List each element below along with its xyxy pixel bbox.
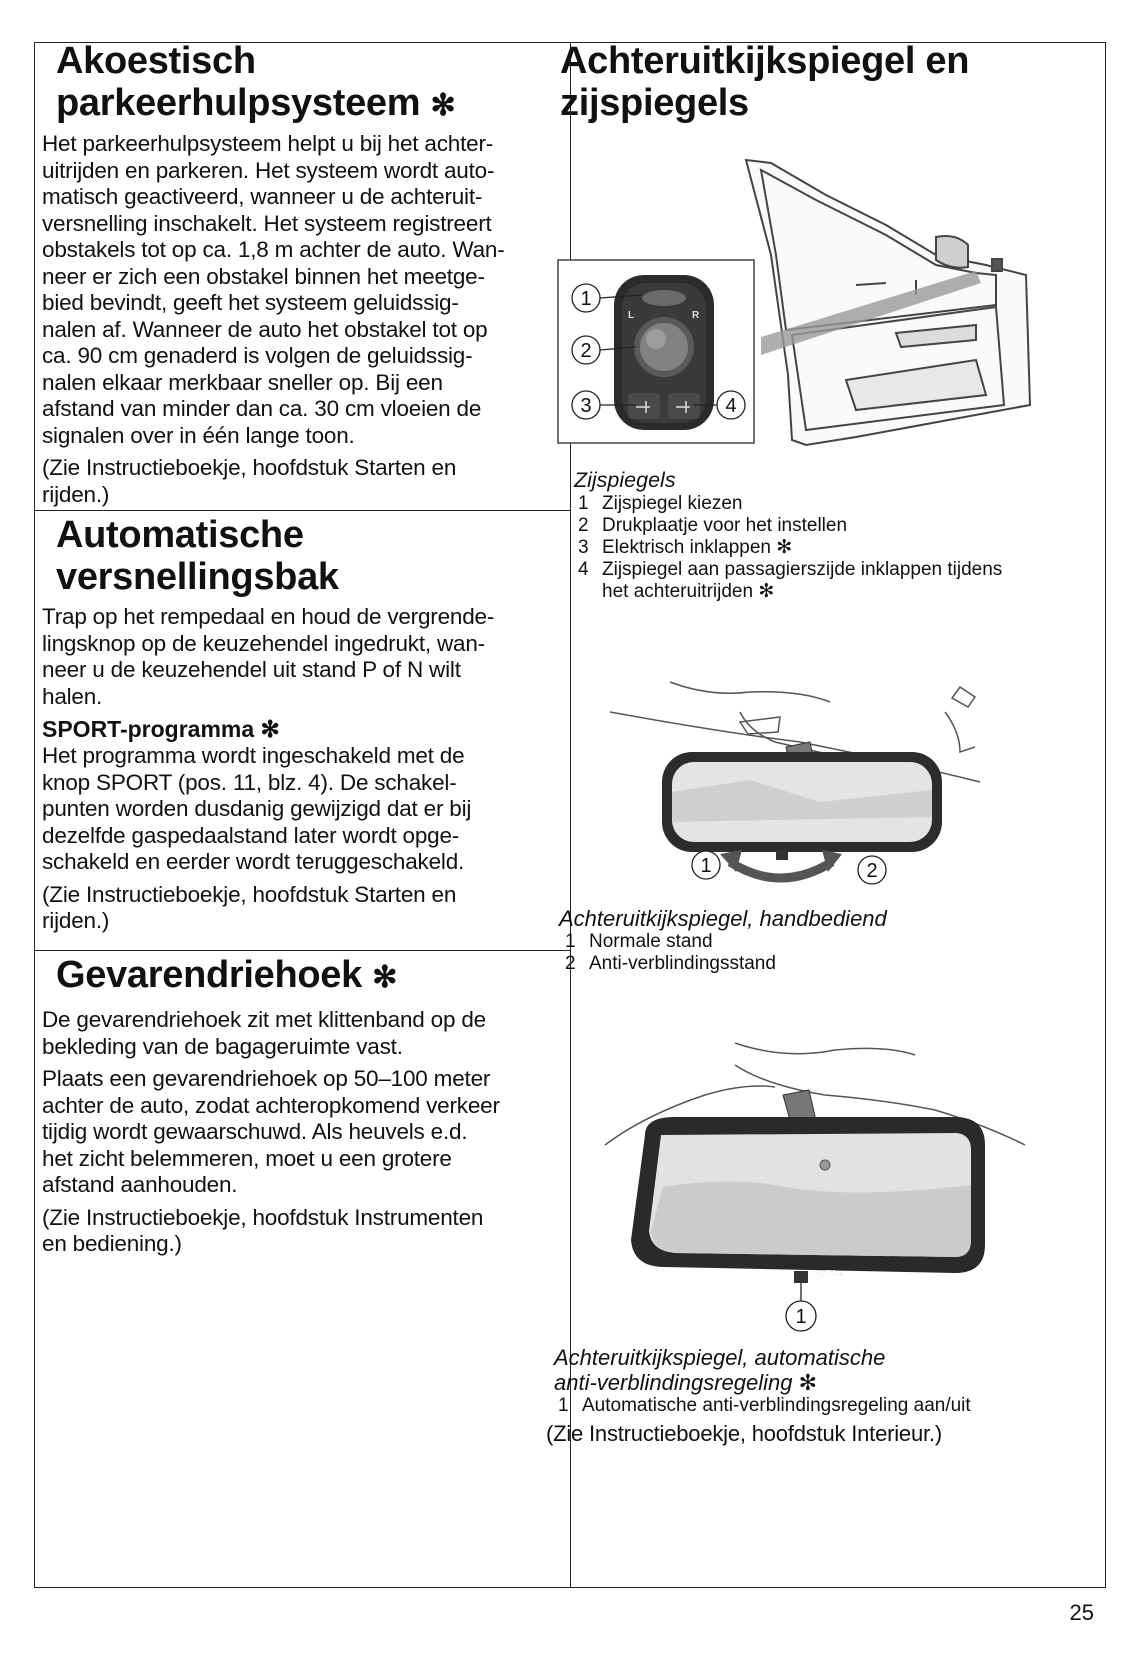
legend-text: Normale stand	[589, 931, 713, 952]
auto-dimming-mirror-figure	[585, 1035, 1045, 1340]
callout-number: 2	[580, 340, 592, 362]
section-title	[42, 954, 562, 999]
text-line: (Zie Instructieboekje, hoofdstuk Instrumenten	[42, 1204, 484, 1230]
text-line: neer er zich een obstakel binnen het meetge-	[42, 263, 485, 289]
paragraph	[42, 882, 562, 935]
text-line: (Zie Instructieboekje, hoofdstuk Starten en	[42, 881, 457, 907]
text-line: bied bevindt, geeft het systeem geluidssig-	[42, 290, 459, 315]
text-line: Het parkeerhulpsysteem helpt u bij het achter-	[42, 131, 494, 156]
title-line: zijspiegels	[560, 82, 749, 124]
manual-mirror-figure	[600, 672, 1040, 894]
text-line: matisch geactiveerd, wanneer u de achteruit-	[42, 184, 483, 209]
callout-number: 4	[725, 395, 737, 417]
side-mirror-figure	[556, 155, 1036, 455]
legend-item	[574, 537, 1094, 559]
title-line: versnellingsbak	[56, 556, 339, 598]
text-line: bekleding van de bagageruimte vast.	[42, 1033, 403, 1059]
title-line: parkeerhulpsysteem	[56, 82, 421, 124]
optional-star-icon: ✻	[372, 961, 398, 994]
text-line: ca. 90 cm genaderd is volgen de geluidssig-	[42, 343, 473, 368]
section-body	[42, 131, 562, 508]
legend-item	[574, 581, 1094, 603]
text-line: het zicht belemmeren, moet u een grotere	[42, 1145, 452, 1171]
caption-line: anti-verblindingsregeling	[554, 1370, 793, 1395]
subsection-title	[42, 716, 562, 743]
section-parking-aid	[42, 40, 562, 514]
legend-item	[561, 953, 1079, 975]
figure-caption	[554, 1345, 1084, 1395]
legend-item	[574, 515, 1094, 537]
paragraph	[42, 131, 562, 449]
text-line: Plaats een gevarendriehoek op 50–100 meter	[42, 1066, 491, 1091]
callout-number: 1	[580, 288, 592, 310]
text-line: Het programma wordt ingeschakeld met de	[42, 743, 465, 768]
legend-number: 2	[578, 515, 589, 536]
text-line: punten worden dusdanig gewijzigd dat er bij	[42, 796, 472, 821]
text-line: (Zie Instructieboekje, hoofdstuk Starten en	[42, 455, 457, 480]
legend-item	[574, 493, 1094, 515]
figure-caption: Zijspiegels	[574, 468, 676, 492]
callout-number: 3	[580, 395, 592, 417]
figure-legend	[554, 1395, 1084, 1417]
paragraph	[42, 1007, 562, 1060]
legend-number: 2	[565, 953, 576, 974]
rear-view-mirror-illustration	[662, 752, 942, 860]
legend-number: 3	[578, 537, 589, 558]
legend-text: Elektrisch inklappen ✻	[602, 537, 793, 558]
title-line: Gevarendriehoek	[56, 954, 362, 996]
section-body	[42, 1007, 562, 1258]
title-line: Automatische	[56, 514, 304, 556]
auto-mirror-caption-block	[546, 1345, 1084, 1454]
text-line: tijdig wordt gewaarschuwd. Als heuvels e.d.	[42, 1119, 468, 1144]
legend-number: 1	[558, 1395, 569, 1416]
text-line: schakeld en eerder wordt teruggeschakeld.	[42, 849, 465, 874]
text-line: nalen af. Wanneer de auto het obstakel tot op	[42, 316, 488, 342]
text-line: halen.	[42, 683, 103, 709]
legend-text: Drukplaatje voor het instellen	[602, 515, 848, 536]
section-mirrors	[560, 40, 1090, 124]
title-line: Akoestisch	[56, 40, 256, 82]
section-warning-triangle	[42, 954, 562, 1264]
paragraph	[42, 743, 562, 876]
subsection-title-text: SPORT-programma	[42, 716, 255, 742]
legend-text: Automatische anti-verblindingsregeling aan/uit	[582, 1395, 971, 1416]
legend-number: 1	[565, 931, 576, 952]
callout-number: 1	[700, 855, 712, 877]
figure-legend	[559, 931, 1079, 975]
text-line: uitrijden en parkeren. Het systeem wordt auto-	[42, 157, 495, 183]
rear-view-mirror-illustration	[631, 1117, 985, 1283]
text-line: Trap op het rempedaal en houd de vergrende-	[42, 604, 495, 629]
legend-item	[554, 1395, 1084, 1417]
section-title	[42, 40, 562, 127]
section-body	[42, 604, 562, 935]
auto-label: AUTO▲	[815, 1269, 845, 1278]
text-line: signalen over in één lange toon.	[42, 422, 355, 448]
caption-line: Achteruitkijkspiegel, automatische	[554, 1345, 886, 1370]
paragraph	[42, 604, 562, 710]
paragraph	[42, 1205, 562, 1258]
text-line: obstakels tot op ca. 1,8 m achter de auto. Wan-	[42, 237, 505, 262]
title-line: Achteruitkijkspiegel en	[560, 40, 970, 82]
switch-label-left: L	[628, 310, 635, 321]
figure-legend	[574, 493, 1094, 603]
legend-text: Zijspiegel kiezen	[602, 493, 743, 514]
text-line: rijden.)	[42, 908, 110, 933]
section-title	[42, 514, 562, 598]
section-title	[560, 40, 1090, 124]
legend-item	[561, 931, 1079, 953]
text-line: afstand van minder dan ca. 30 cm vloeien de	[42, 396, 482, 421]
text-line: afstand aanhouden.	[42, 1172, 238, 1197]
text-line: achter de auto, zodat achteropkomend verkeer	[42, 1092, 500, 1118]
figure-caption: Achteruitkijkspiegel, handbediend	[559, 906, 887, 931]
callout-number: 1	[795, 1306, 807, 1328]
mirror-switch-illustration	[614, 275, 714, 430]
paragraph	[42, 1066, 562, 1199]
reference-note: (Zie Instructieboekje, hoofdstuk Interieur.)	[546, 1421, 942, 1446]
paragraph	[42, 455, 562, 508]
text-line: dezelfde gaspedaalstand later wordt opge-	[42, 822, 460, 848]
switch-label-right: R	[692, 310, 700, 321]
optional-star-icon: ✻	[430, 89, 456, 122]
legend-item	[574, 559, 1094, 581]
text-line: nalen elkaar merkbaar sneller op. Bij een	[42, 369, 443, 395]
text-line: De gevarendriehoek zit met klittenband op de	[42, 1007, 486, 1032]
text-line: lingsknop op de keuzehendel ingedrukt, wan-	[42, 630, 485, 656]
legend-number: 4	[578, 559, 589, 580]
callout-number: 2	[866, 860, 878, 882]
text-line: neer u de keuzehendel uit stand P of N wilt	[42, 657, 461, 682]
side-mirror-caption-block	[574, 468, 1094, 603]
legend-number: 1	[578, 493, 589, 514]
section-divider	[34, 950, 570, 951]
manual-mirror-caption-block	[559, 906, 1079, 975]
text-line: versnelling inschakelt. Het systeem registreert	[42, 210, 492, 236]
text-line: rijden.)	[42, 481, 110, 507]
legend-text: het achteruitrijden ✻	[602, 581, 775, 602]
optional-star-icon: ✻	[260, 716, 280, 742]
text-line: knop SPORT (pos. 11, blz. 4). De schakel-	[42, 769, 457, 795]
legend-number	[574, 581, 602, 603]
section-automatic-gearbox	[42, 514, 562, 941]
legend-text: Anti-verblindingsstand	[589, 953, 776, 974]
optional-star-icon: ✻	[798, 1370, 818, 1395]
text-line: en bediening.)	[42, 1231, 182, 1256]
legend-text: Zijspiegel aan passagierszijde inklappen tijdens	[602, 559, 1003, 580]
page-number: 25	[1069, 1600, 1094, 1625]
